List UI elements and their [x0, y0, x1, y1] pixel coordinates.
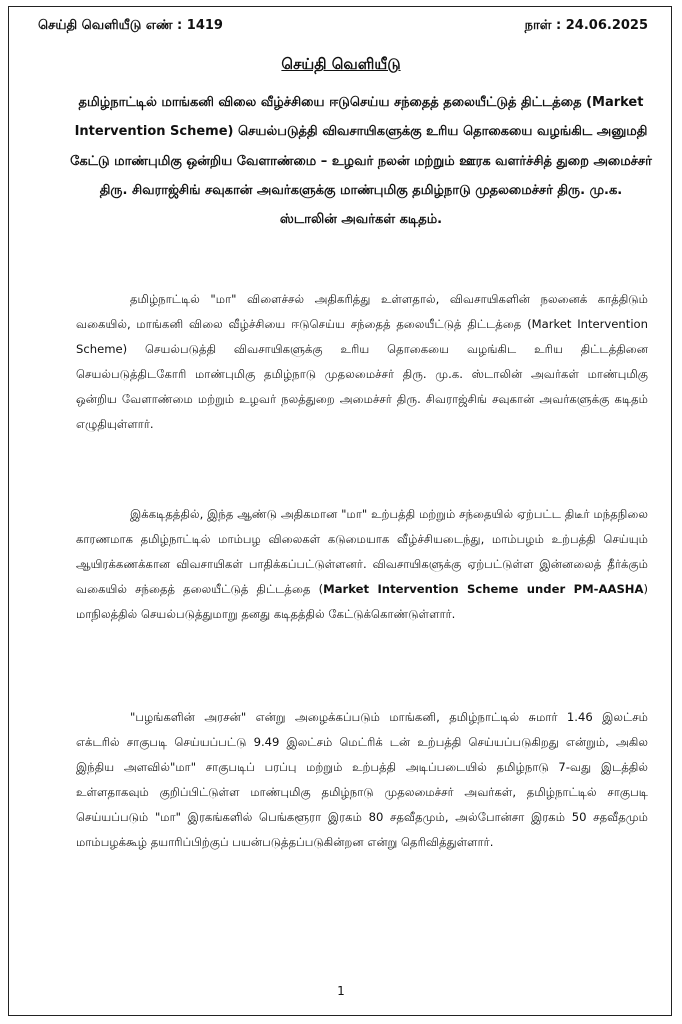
- scheme-name: Market Intervention Scheme under PM-AASHA: [323, 582, 644, 596]
- release-number: செய்தி வெளியீடு எண் : 1419: [38, 18, 223, 33]
- paragraph-2: [76, 502, 648, 627]
- page-number: 1: [337, 984, 345, 998]
- headline: தமிழ்நாட்டில் மாங்கனி விலை வீழ்ச்சியை ஈடுசெய்ய சந்தைத் தலையீட்டுத் திட்டத்தை (Market Intervention Scheme) செயல்படுத்தி விவசாயிகளுக்கு உரிய தொகையை வழங்கிட அனுமதி கேட்டு மாண்புமிகு ஒன்றிய வேளாண்மை – உழவர் நலன் மற்றும் ஊரக வளர்ச்சித் துறை அமைச்சர் திரு. சிவராஜ்சிங் சவுகான் அவர்களுக்கு மாண்புமிகு தமிழ்நாடு முதலமைச்சர் திரு. மு.க. ஸ்டாலின் அவர்கள் கடிதம்.: [70, 95, 652, 228]
- document-title: செய்தி வெளியீடு: [281, 55, 401, 73]
- paragraph-2-text-end: ) மாநிலத்தில் செயல்படுத்துமாறு தனது கடிதத்தில் கேட்டுக்கொண்டுள்ளார்.: [76, 582, 648, 621]
- paragraph-2-text-start: இக்கடிதத்தில், இந்த ஆண்டு அதிகமான "மா" உற்பத்தி மற்றும் சந்தையில் ஏற்பட்ட திடீர் மந்தநிலை காரணமாக தமிழ்நாட்டில் மாம்பழ விலைகள் கடுமையாக வீழ்ச்சியடைந்து, மாம்பழம் உற்பத்தி செய்யும் ஆயிரக்கணக்கான விவசாயிகள் பாதிக்கப்பட்டுள்ளனர். விவசாயிகளுக்கு ஏற்பட்டுள்ள இன்னலைத் தீர்க்கும் வகையில் சந்தைத் தலையீட்டுத் திட்டத்தை (: [76, 507, 648, 596]
- release-date: நாள் : 24.06.2025: [524, 18, 648, 33]
- paragraph-1: தமிழ்நாட்டில் "மா" விளைச்சல் அதிகரித்து உள்ளதால், விவசாயிகளின் நலனைக் காத்திடும் வகையில், மாங்கனி விலை வீழ்ச்சியை ஈடுசெய்ய சந்தைத் தலையீட்டுத் திட்டத்தை (Market Intervention Scheme) செயல்படுத்தி விவசாயிகளுக்கு உரிய தொகையை வழங்கிட உரிய திட்டத்தினை செயல்படுத்திடகோரி மாண்புமிகு தமிழ்நாடு முதலமைச்சர் திரு. மு.க. ஸ்டாலின் அவர்கள் மாண்புமிகு ஒன்றிய வேளாண்மை மற்றும் உழவர் நலத்துறை அமைச்சர் திரு. சிவராஜ்சிங் சவுகான் அவர்களுக்கு கடிதம் எழுதியுள்ளார்.: [76, 292, 648, 431]
- paragraph-3: "பழங்களின் அரசன்" என்று அழைக்கப்படும் மாங்கனி, தமிழ்நாட்டில் சுமார் 1.46 இலட்சம் எக்டரில் சாகுபடி செய்யப்பட்டு 9.49 இலட்சம் மெட்ரிக் டன் உற்பத்தி செய்யப்படுகிறது என்றும், அகில இந்திய அளவில்"மா" சாகுபடிப் பரப்பு மற்றும் உற்பத்தி அடிப்படையில் தமிழ்நாடு 7-வது இடத்தில் உள்ளதாகவும் குறிப்பிட்டுள்ள மாண்புமிகு தமிழ்நாடு முதலமைச்சர் அவர்கள், தமிழ்நாட்டில் சாகுபடி செய்யப்படும் "மா" இரகங்களில் பெங்களூரா இரகம் 80 சதவீதமும், அல்போன்சா இரகம் 50 சதவீதமும் மாம்பழக்கூழ் தயாரிப்பிற்குப் பயன்படுத்தப்படுகின்றன என்று தெரிவித்துள்ளார்.: [76, 710, 648, 849]
- header-row: [38, 14, 648, 38]
